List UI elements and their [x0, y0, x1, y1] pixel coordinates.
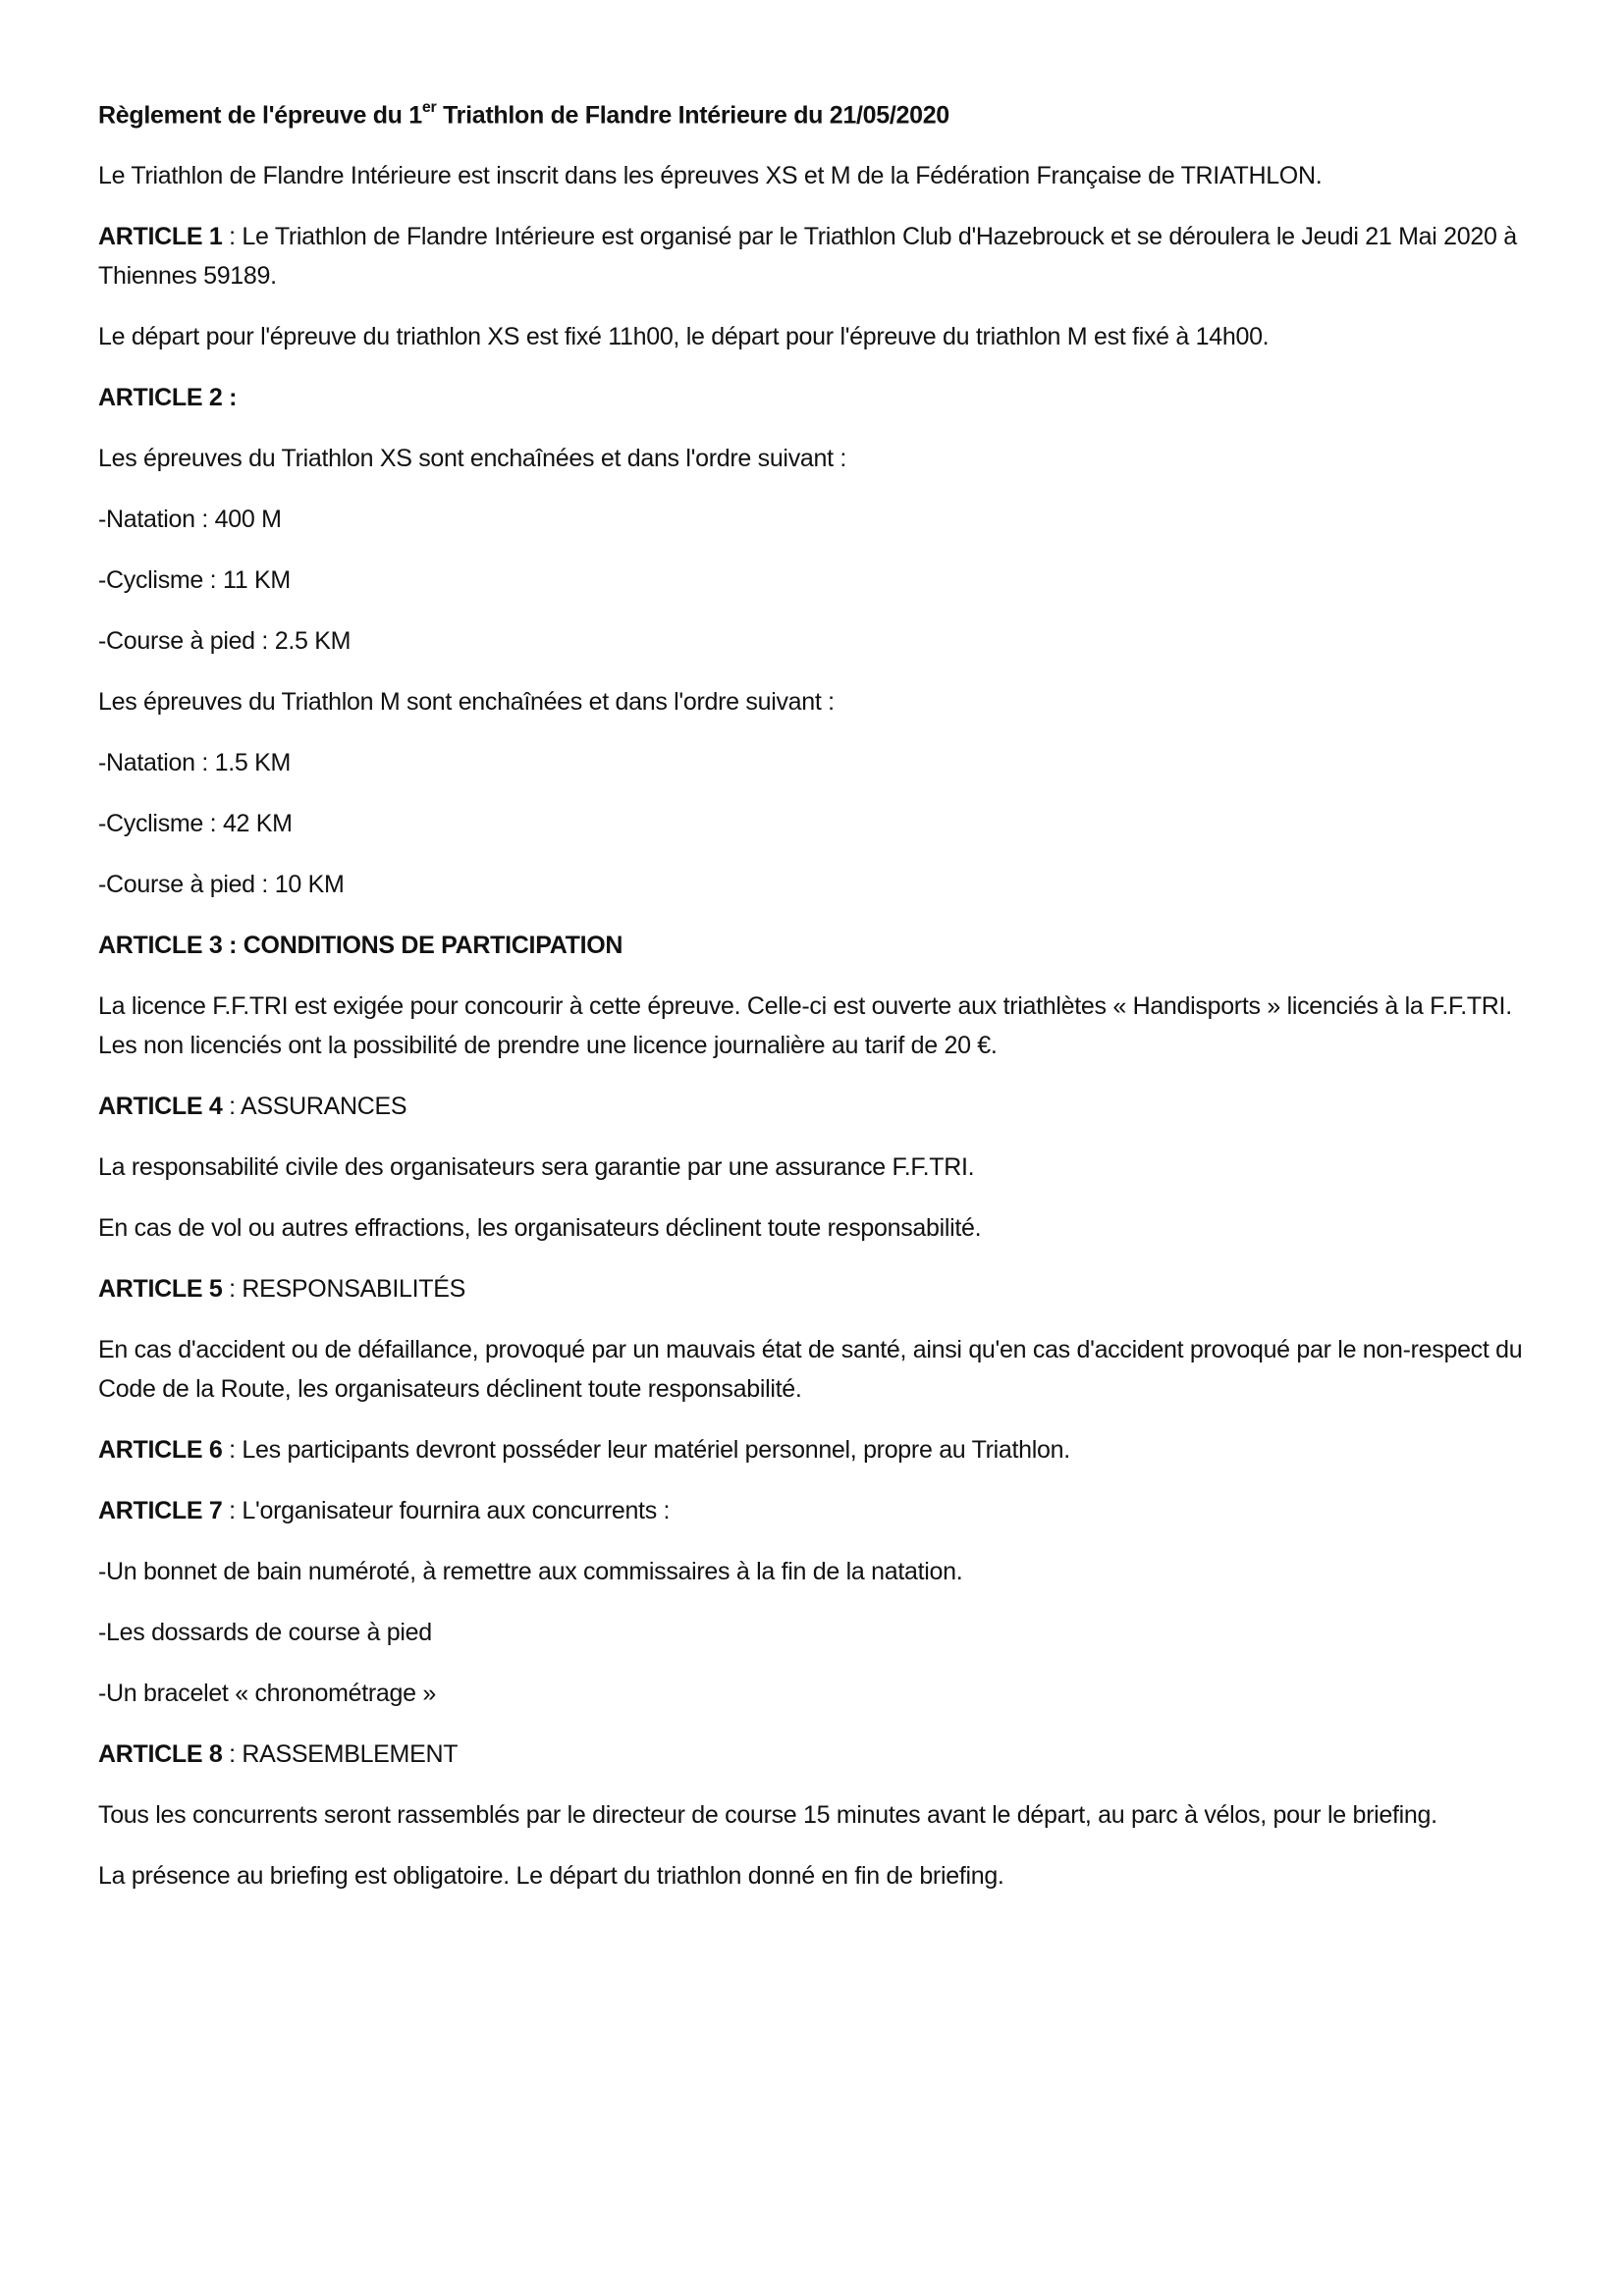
title-pre: Règlement de l'épreuve du 1 [98, 101, 422, 130]
article-4-text: La responsabilité civile des organisateurs sera garantie par une assurance F.F.TRI. [98, 1153, 975, 1182]
article-3-label: ARTICLE 3 : CONDITIONS DE PARTICIPATION [98, 932, 623, 960]
list-item: -Un bonnet de bain numéroté, à remettre aux commissaires à la fin de la natation. [98, 1558, 963, 1586]
m-intro: Les épreuves du Triathlon M sont enchaînées et dans l'ordre suivant : [98, 688, 835, 717]
article-6 [98, 1430, 1526, 1469]
article-7-text: : L'organisateur fournira aux concurrents : [222, 1497, 671, 1525]
article-5-heading [98, 1269, 1526, 1308]
list-item: -Course à pied : 10 KM [98, 871, 345, 899]
intro-paragraph: Le Triathlon de Flandre Intérieure est inscrit dans les épreuves XS et M de la Fédération Française de TRIATHLON. [98, 162, 1323, 190]
article-8-heading [98, 1735, 1526, 1774]
article-5-text: En cas d'accident ou de défaillance, provoqué par un mauvais état de santé, ainsi qu'en cas d'accident provoqué par le non-respect du Code de la Route, les organisateurs déclinent toute responsabilité. [98, 1336, 1523, 1404]
article-2-label [98, 378, 1526, 417]
article-5-label: ARTICLE 5 [98, 1275, 223, 1304]
list-item: -Cyclisme : 11 KM [98, 566, 291, 595]
article-6-label: ARTICLE 6 [98, 1436, 223, 1465]
departure-times: Le départ pour l'épreuve du triathlon XS est fixé 11h00, le départ pour l'épreuve du triathlon M est fixé à 14h00. [98, 323, 1270, 351]
article-4-label: ARTICLE 4 [98, 1093, 223, 1121]
article-8-suffix: : RASSEMBLEMENT [222, 1740, 459, 1769]
article-8-text: La présence au briefing est obligatoire. Le départ du triathlon donné en fin de briefing. [98, 1862, 1004, 1891]
article-4-suffix: : ASSURANCES [222, 1093, 407, 1121]
article-5-suffix: : RESPONSABILITÉS [222, 1275, 465, 1304]
list-item: -Cyclisme : 42 KM [98, 810, 293, 838]
article-8-label: ARTICLE 8 [98, 1740, 223, 1769]
article-1-text: : Le Triathlon de Flandre Intérieure est organisé par le Triathlon Club d'Hazebrouck et se déroulera le Jeudi 21 Mai 2020 à Thiennes 59189. [98, 223, 1517, 291]
article-7-label: ARTICLE 7 [98, 1497, 223, 1525]
article-7 [98, 1491, 1526, 1530]
list-item: -Les dossards de course à pied [98, 1619, 432, 1647]
xs-intro: Les épreuves du Triathlon XS sont enchaînées et dans l'ordre suivant : [98, 445, 847, 473]
list-item: -Natation : 1.5 KM [98, 749, 292, 777]
list-item: -Un bracelet « chronométrage » [98, 1680, 436, 1708]
document-title [98, 90, 1526, 134]
article-3-text: La licence F.F.TRI est exigée pour concourir à cette épreuve. Celle-ci est ouverte aux triathlètes « Handisports » licenciés à la F.F.TRI. Les non licenciés ont la possibilité de prendre une licence journalière au tarif de 20 €. [98, 992, 1512, 1060]
article-8-text: Tous les concurrents seront rassemblés par le directeur de course 15 minutes avant le départ, au parc à vélos, pour le briefing. [98, 1801, 1437, 1830]
article-3-heading [98, 926, 1526, 965]
article-4-heading [98, 1087, 1526, 1126]
article-1-label: ARTICLE 1 [98, 223, 223, 251]
title-superscript: er [421, 99, 437, 116]
article-1 [98, 217, 1526, 295]
list-item: -Natation : 400 M [98, 506, 282, 534]
article-4-text: En cas de vol ou autres effractions, les organisateurs déclinent toute responsabilité. [98, 1214, 982, 1243]
title-post: Triathlon de Flandre Intérieure du 21/05/2020 [436, 101, 949, 130]
article-2-heading: ARTICLE 2 : [98, 384, 238, 412]
list-item: -Course à pied : 2.5 KM [98, 627, 352, 656]
article-6-text: : Les participants devront posséder leur matériel personnel, propre au Triathlon. [222, 1436, 1070, 1465]
